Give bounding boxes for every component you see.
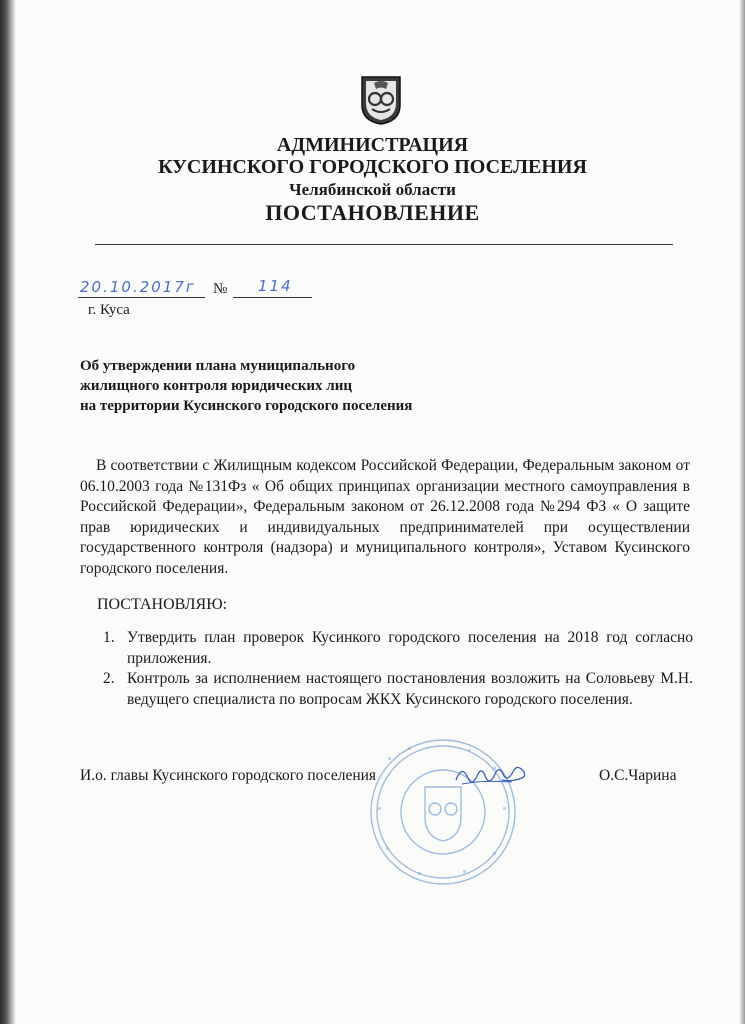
decree-number: 114 — [258, 277, 293, 295]
header-settlement: КУСИНСКОГО ГОРОДСКОГО ПОСЕЛЕНИЯ — [158, 156, 587, 178]
handwritten-signature — [452, 758, 532, 792]
decree-title — [80, 356, 480, 416]
header-decree: ПОСТАНОВЛЕНИЕ — [265, 200, 480, 225]
list-item — [103, 628, 693, 669]
number-label: № — [213, 281, 228, 297]
signatory-position: И.о. главы Кусинского городского поселения — [80, 767, 377, 784]
city: г. Куса — [88, 302, 130, 318]
item-text: Утвердить план проверок Кусинкого городского поселения на 2018 год согласно приложения. — [127, 629, 693, 667]
decree-items — [103, 628, 693, 710]
item-number: 1. — [103, 629, 115, 646]
header-admin: АДМИНИСТРАЦИЯ — [276, 134, 469, 156]
title-line: жилищного контроля юридических лиц — [80, 378, 353, 394]
body-text: В соответствии с Жилищным кодексом Российской Федерации, Федеральным законом от 06.10.2003 года №131Фз « Об общих принципах организации местного самоуправления в Российской Федерации», Федеральным законом от 26.12.2008 года №294 ФЗ « О защите прав юридических и индивидуальных предпринимателей при осуществлении государственного контроля (надзора) и муниципального контроля», Уставом Кусинского городского поселения. — [80, 457, 690, 577]
coat-of-arms-emblem — [360, 75, 402, 125]
number-underline — [233, 297, 312, 298]
item-number: 2. — [103, 670, 115, 687]
signatory-name: О.С.Чарина — [599, 767, 677, 784]
header-divider — [95, 244, 673, 245]
decree-resolve-word: ПОСТАНОВЛЯЮ: — [97, 596, 228, 613]
header-region: Челябинской области — [289, 180, 456, 199]
body-paragraph — [80, 456, 690, 579]
title-line: на территории Кусинского городского поселения — [80, 398, 413, 414]
date-underline — [78, 297, 205, 298]
list-item — [103, 669, 693, 710]
decree-date: 20.10.2017г — [80, 278, 196, 296]
title-line: Об утверждении плана муниципального — [80, 358, 356, 374]
item-text: Контроль за исполнением настоящего постановления возложить на Соловьеву М.Н. ведущего специалиста по вопросам ЖКХ Кусинского городского поселения. — [127, 670, 693, 708]
